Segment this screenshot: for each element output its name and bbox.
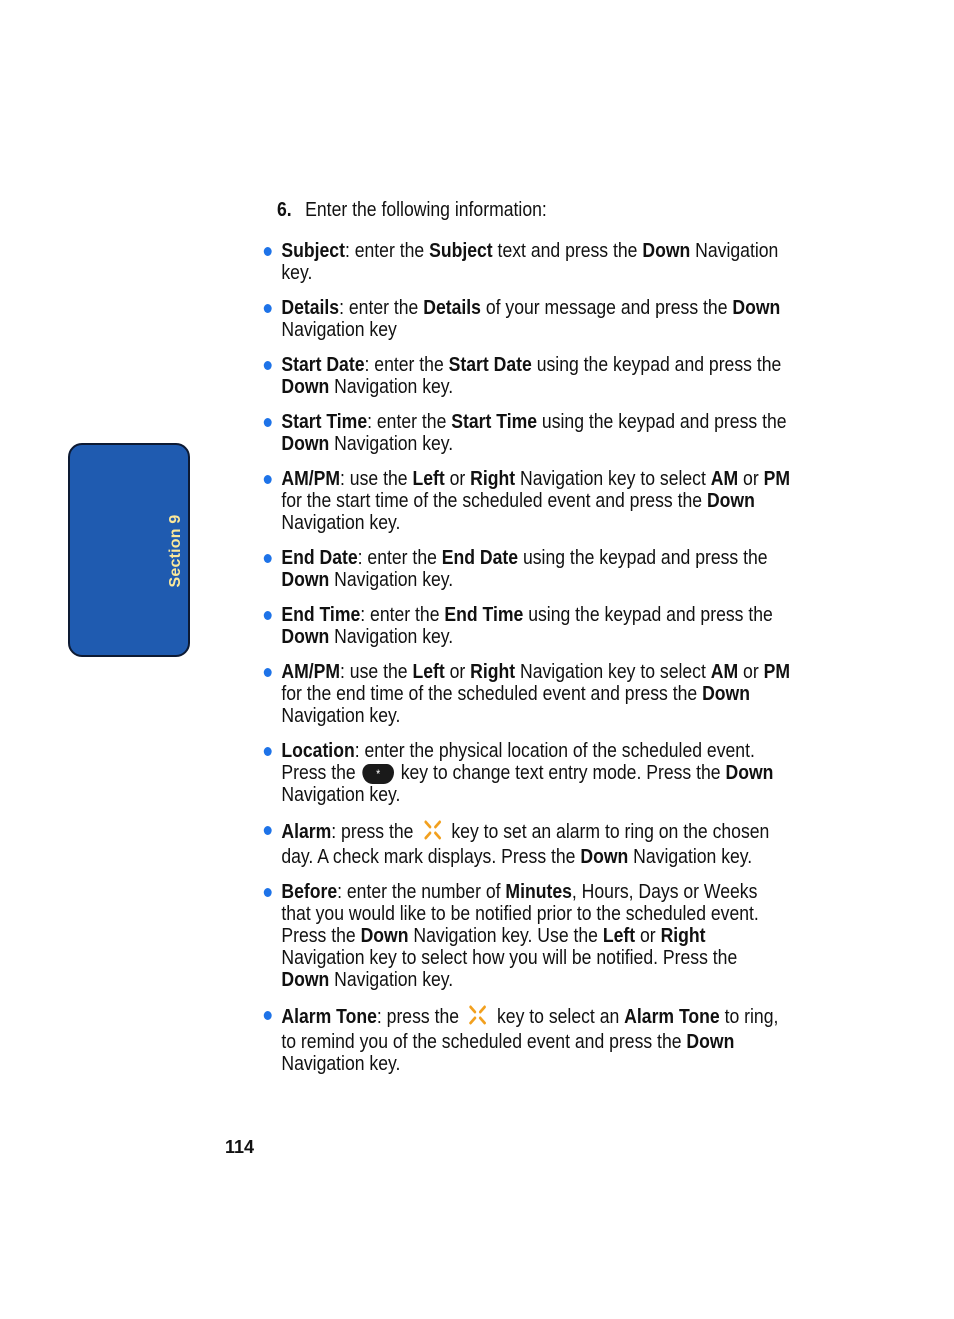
item-text: : enter the [360, 604, 445, 626]
bold-term: Start Time [451, 411, 538, 433]
bullet-icon [264, 554, 272, 563]
item-text: using the keypad and press the [523, 604, 773, 626]
item-text: or [444, 468, 471, 490]
item-text: : enter the [367, 411, 452, 433]
item-text: or [444, 661, 471, 683]
bold-term: Details [423, 297, 481, 319]
list-item [262, 1004, 790, 1075]
item-text: or [738, 661, 764, 683]
bold-term: Down [281, 969, 330, 991]
list-item [262, 661, 790, 727]
list-item [262, 297, 790, 341]
item-text: : enter the [339, 297, 424, 319]
page-number: 114 [225, 1137, 255, 1157]
item-text: for the start time of the scheduled event and press the [281, 490, 707, 512]
bold-term: Start Date [281, 354, 365, 376]
bullet-icon [264, 247, 272, 256]
bold-term: Down [281, 433, 330, 455]
bold-term: Before [281, 881, 338, 903]
list-item [262, 411, 790, 455]
list-item [262, 604, 790, 648]
item-text: Navigation key. [628, 846, 753, 868]
bold-term: Left [602, 925, 636, 947]
list-item [262, 740, 790, 806]
item-text: : enter the number of [337, 881, 506, 903]
bold-term: PM [763, 468, 790, 490]
item-text: key to change text entry mode. Press the [395, 762, 726, 784]
bold-term: End Time [444, 604, 524, 626]
info-list [262, 240, 790, 1088]
item-text: Navigation key to select [515, 661, 711, 683]
section-tab-label: Section 9 [167, 514, 184, 588]
item-text: : press the [331, 820, 419, 843]
list-item [262, 819, 790, 868]
item-text: Navigation key. [281, 705, 401, 727]
item-text: Navigation key. [281, 1053, 401, 1075]
bold-term: AM [710, 661, 739, 683]
bold-term: Start Date [448, 354, 532, 376]
bold-term: Down [725, 762, 774, 784]
bold-term: Right [660, 925, 706, 947]
bold-term: Down [686, 1031, 735, 1053]
bold-term: Subject [281, 240, 345, 262]
item-text: key to select an [492, 1005, 625, 1028]
bold-term: Minutes [505, 881, 572, 903]
bold-term: Down [281, 376, 330, 398]
bold-term: AM [710, 468, 739, 490]
bold-term: Down [360, 925, 409, 947]
item-text: Navigation key. [281, 784, 401, 806]
bold-term: Down [702, 683, 750, 705]
bold-term: Left [412, 468, 445, 490]
item-text: Navigation key to select how you will be notified. Press the [281, 947, 738, 969]
step-6 [277, 198, 547, 222]
step-number: 6. [277, 199, 292, 221]
list-item [262, 881, 790, 991]
item-text: text and press the [492, 240, 643, 262]
bullet-icon [264, 747, 272, 756]
item-text: or [738, 468, 764, 490]
bullet-icon [264, 888, 272, 897]
bold-term: Details [281, 297, 340, 319]
bold-term: Right [470, 468, 516, 490]
item-text: for the end time of the scheduled event and press the [281, 683, 703, 705]
bullet-icon [264, 611, 272, 620]
item-text: Navigation key. Use the [408, 925, 603, 947]
bullet-icon [264, 361, 272, 370]
bullet-icon [264, 668, 272, 677]
bold-term: Left [412, 661, 445, 683]
bullet-icon [264, 304, 272, 313]
options-x-key-icon [467, 1004, 488, 1031]
bold-term: Down [281, 569, 330, 591]
bold-term: Down [732, 297, 781, 319]
bold-term: Down [642, 240, 691, 262]
star-key-icon: * [362, 764, 394, 784]
item-text: to ring, to remind you of the scheduled event and press the [281, 1005, 779, 1053]
item-text: Navigation key. [329, 969, 454, 991]
options-x-key-icon [422, 819, 443, 846]
list-item [262, 547, 790, 591]
bold-term: Location [281, 740, 355, 762]
item-text: Navigation key. [281, 240, 779, 284]
bold-term: Down [706, 490, 755, 512]
item-text: using the keypad and press the [518, 547, 768, 569]
bold-term: End Time [281, 604, 361, 626]
bold-term: End Date [441, 547, 519, 569]
bold-term: Alarm Tone [281, 1005, 377, 1028]
item-text: or [635, 925, 661, 947]
bullet-icon [264, 475, 272, 484]
item-text: : enter the physical location of the scheduled event. Press the [281, 740, 755, 784]
bold-term: Subject [429, 240, 493, 262]
item-text: Navigation key to select [515, 468, 711, 490]
list-item [262, 354, 790, 398]
item-text: Navigation key. [329, 569, 454, 591]
bold-term: Right [470, 661, 516, 683]
item-text: Navigation key [281, 319, 397, 341]
bold-term: Alarm Tone [624, 1005, 720, 1028]
bold-term: End Date [281, 547, 358, 569]
bullet-icon [264, 418, 272, 427]
step-text: Enter the following information: [305, 199, 547, 221]
item-text: : use the [340, 661, 413, 683]
list-item [262, 240, 790, 284]
item-text: : use the [340, 468, 413, 490]
item-text: : enter the [357, 547, 442, 569]
item-text: Navigation key. [329, 376, 454, 398]
bold-term: Alarm [281, 820, 332, 843]
list-item [262, 468, 790, 534]
item-text: Navigation key. [281, 512, 401, 534]
bold-term: Start Time [281, 411, 368, 433]
item-text: , Hours, Days or Weeks that you would like to be notified prior to the scheduled event. Press the [281, 881, 759, 947]
bold-term: AM/PM [281, 661, 341, 683]
item-text: using the keypad and press the [531, 354, 782, 376]
bold-term: PM [763, 661, 790, 683]
item-text: : enter the [344, 240, 430, 262]
bullet-icon [264, 1011, 272, 1020]
item-text: using the keypad and press the [537, 411, 787, 433]
item-text: Navigation key. [329, 626, 454, 648]
item-text: Navigation key. [329, 433, 454, 455]
item-text: : enter the [364, 354, 449, 376]
item-text: key to set an alarm to ring on the chosen day. A check mark displays. Press the [281, 820, 770, 868]
item-text: : press the [376, 1005, 464, 1028]
bullet-icon [264, 826, 272, 835]
bold-term: Down [281, 626, 330, 648]
bold-term: Down [580, 846, 629, 868]
bold-term: AM/PM [281, 468, 341, 490]
item-text: of your message and press the [480, 297, 733, 319]
